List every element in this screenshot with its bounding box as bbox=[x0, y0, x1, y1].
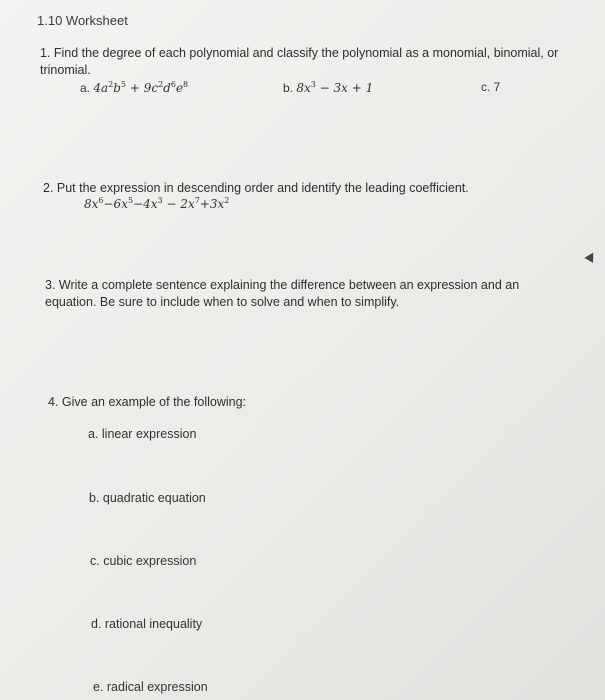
polynomial-b: $8x^3 - 3x + 1$ bbox=[296, 80, 374, 95]
polynomial-c: 7 bbox=[493, 80, 501, 94]
question-4-part-c: c. cubic expression bbox=[90, 554, 197, 568]
worksheet-title: 1.10 Worksheet bbox=[37, 13, 128, 28]
item-b-label: b. bbox=[283, 81, 297, 95]
question-1-item-b bbox=[283, 80, 373, 95]
item-a-label: a. bbox=[80, 81, 94, 95]
item-c-label: c. bbox=[481, 80, 494, 94]
question-2-expression: $8x^6-6x^5-4x^3 - 2x^7+3x^2$ bbox=[84, 196, 230, 211]
question-4-part-b: b. quadratic equation bbox=[89, 491, 206, 505]
question-4-part-d: d. rational inequality bbox=[91, 617, 203, 631]
question-2: 2. Put the expression in descending order and identify the leading coefficient. bbox=[43, 181, 469, 195]
question-4: 4. Give an example of the following: bbox=[48, 395, 247, 409]
question-4-part-e: e. radical expression bbox=[93, 680, 208, 694]
question-4-part-a: a. linear expression bbox=[88, 427, 197, 441]
question-1: 1. Find the degree of each polynomial and classify the polynomial as a monomial, binomial, or trinomial. bbox=[40, 46, 559, 77]
question-3: 3. Write a complete sentence explaining the difference between an expression and an equation. Be sure to include when to solve and when to simplify. bbox=[45, 278, 520, 309]
question-1-item-a bbox=[80, 80, 188, 95]
question-1-item-c bbox=[481, 80, 500, 94]
polynomial-a: $4a^2b^5 + 9c^2d^6e^8$ bbox=[93, 80, 189, 95]
mouse-cursor-icon bbox=[584, 250, 597, 263]
